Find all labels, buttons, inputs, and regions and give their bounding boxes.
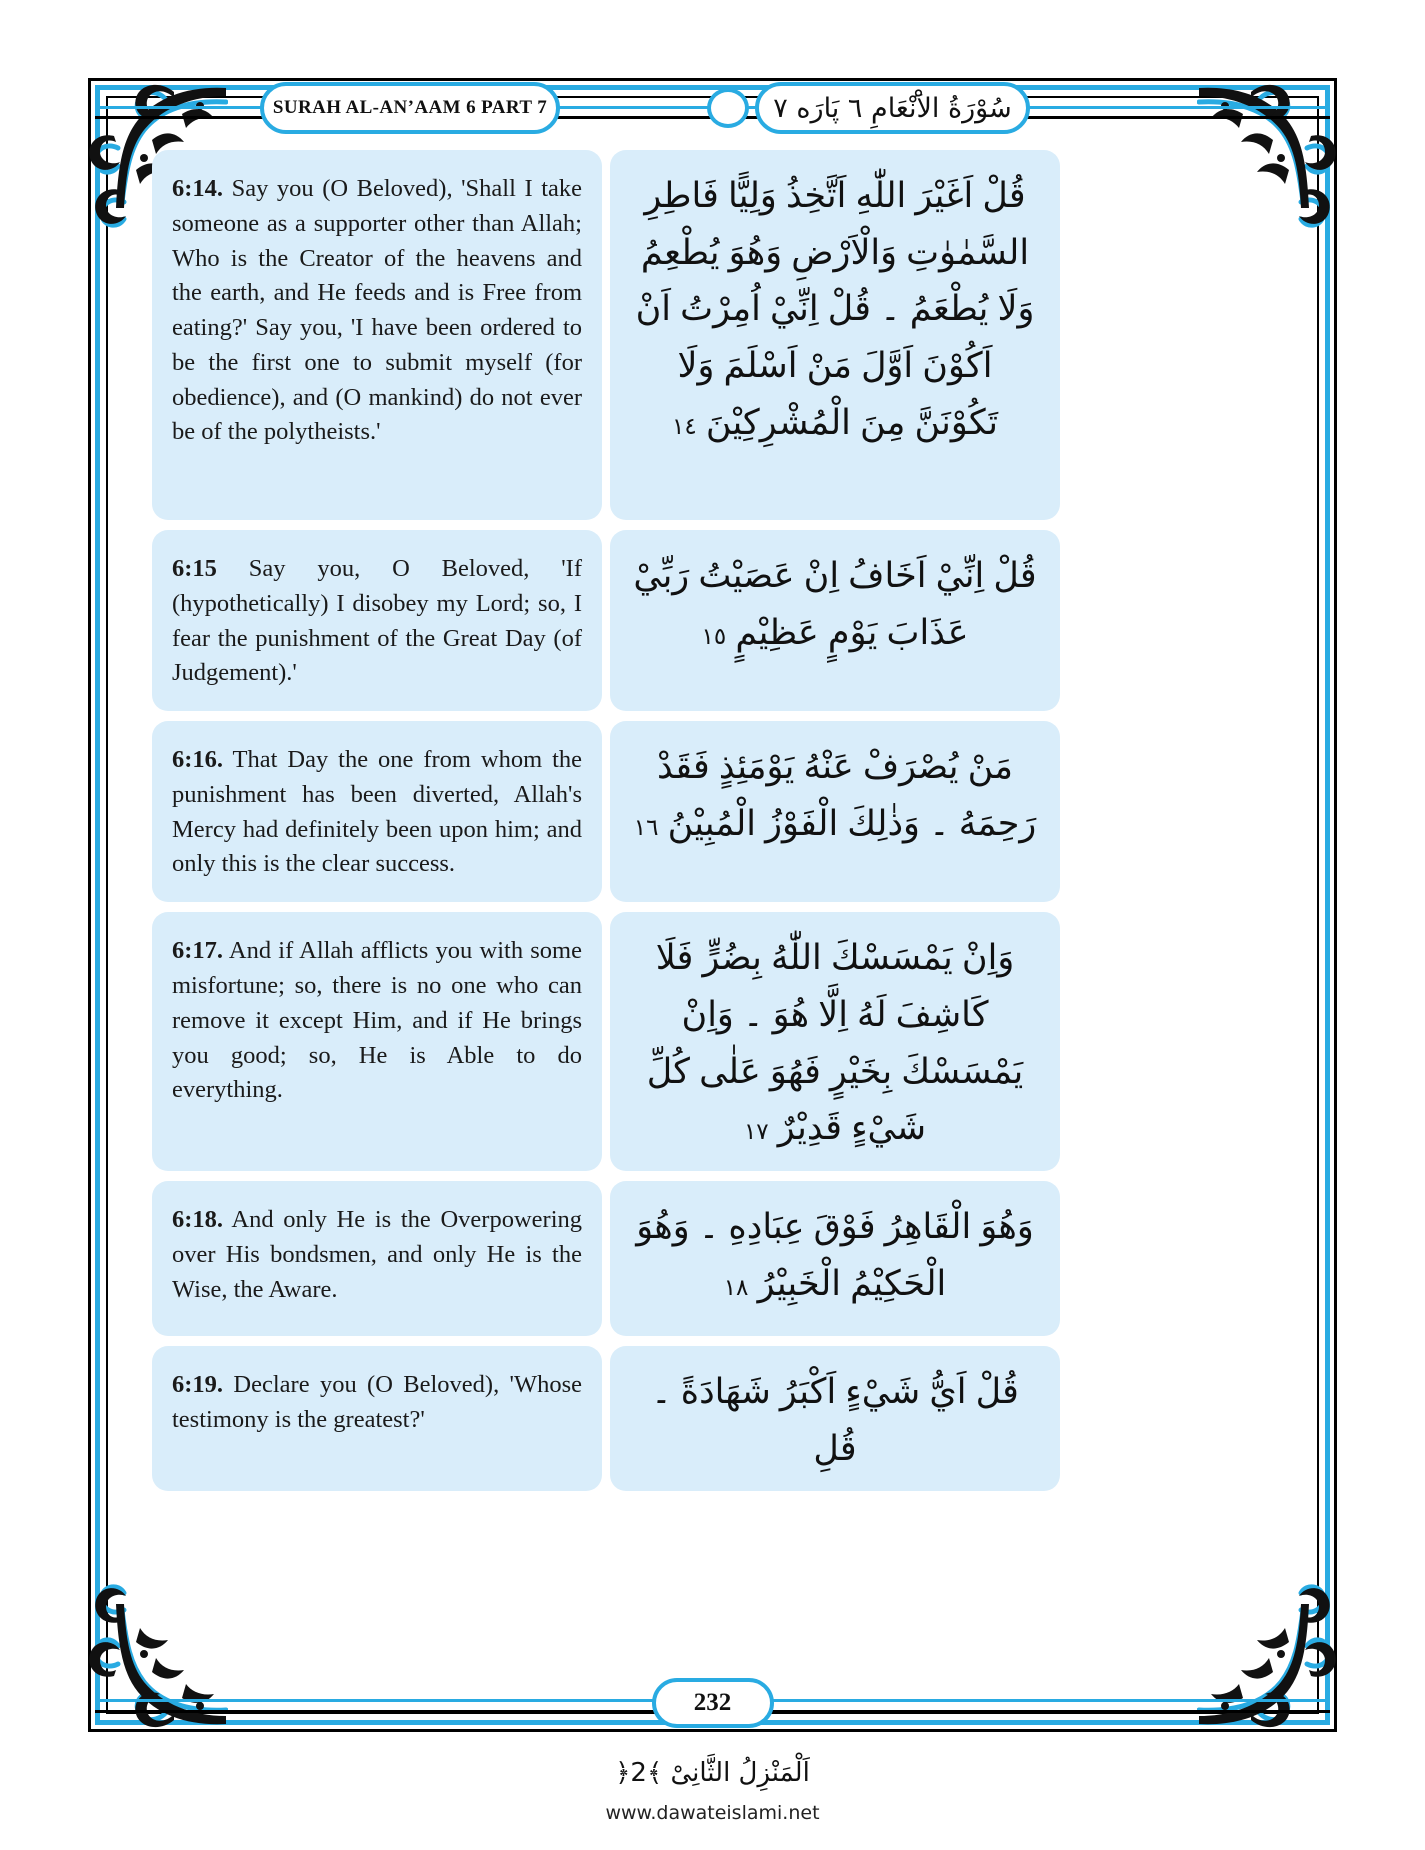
verse-row xyxy=(152,530,1062,711)
surah-title-ar: سُوْرَةُ الاَْنْعَامِ ٦ پَارَه ٧ xyxy=(773,92,1012,124)
verse-arabic-cell xyxy=(610,1181,1060,1336)
website-url: www.dawateislami.net xyxy=(605,1802,820,1824)
verse-arabic: قُلْ اَغَيْرَ اللّٰهِ اَتَّخِذُ وَلِيًّا فَاطِرِ السَّمٰوٰتِ وَالْاَرْضِ وَهُوَ يُطْعِمُ وَلَا يُطْعَمُ ۔ قُلْ اِنِّيْ اُمِرْتُ اَنْ اَكُوْنَ اَوَّلَ مَنْ اَسْلَمَ وَلَا تَكُوْنَنَّ مِنَ الْمُشْرِكِيْنَ xyxy=(635,176,1035,443)
verse-ref: 6:18. xyxy=(172,1206,224,1233)
surah-title-en: SURAH AL-AN’AAM 6 PART 7 xyxy=(272,97,548,118)
verse-arabic-cell xyxy=(610,912,1060,1171)
verse-translation-cell xyxy=(152,1346,602,1491)
verse-arabic-cell xyxy=(610,150,1060,520)
verse-translation: Say you, O Beloved, 'If (hypothetically) I disobey my Lord; so, I fear the punishment of the Great Day (of Judgement).' xyxy=(172,555,583,687)
verse-translation: Declare you (O Beloved), 'Whose testimony is the greatest?' xyxy=(172,1371,583,1433)
surah-title-en-pill xyxy=(260,82,560,134)
verse-translation: Say you (O Beloved), 'Shall I take someone as a supporter other than Allah; Who is the Creator of the heavens and the earth, and He feeds and is Free from eating?' Say you, 'I have been ordered to be the first one to submit myself (for obedience), and (O mankind) do not ever be of the polytheists.' xyxy=(172,175,582,446)
verse-arabic-cell xyxy=(610,721,1060,902)
header-knob-ornament-icon xyxy=(707,88,749,128)
page-footer xyxy=(95,1678,1330,1728)
verse-translation-cell xyxy=(152,150,602,520)
verse-ref: 6:14. xyxy=(172,175,224,202)
verse-translation-cell xyxy=(152,721,602,902)
verse-arabic: قُلْ اَيُّ شَيْءٍ اَكْبَرُ شَهَادَةً ۔ قُلِ xyxy=(651,1372,1019,1469)
verse-translation: And only He is the Overpowering over His bondsmen, and only He is the Wise, the Aware. xyxy=(172,1206,582,1303)
verse-arabic: وَاِنْ يَمْسَسْكَ اللّٰهُ بِضُرٍّ فَلَا كَاشِفَ لَهُ اِلَّا هُوَ ۔ وَاِنْ يَمْسَسْكَ بِخَيْرٍ فَهُوَ عَلٰى كُلِّ شَيْءٍ قَدِيْرٌ xyxy=(646,938,1024,1149)
ayah-number-marker: ١٧ xyxy=(743,1119,769,1146)
ayah-number-marker: ١٤ xyxy=(671,413,697,440)
verse-ref: 6:19. xyxy=(172,1371,224,1398)
verse-row xyxy=(152,1346,1062,1491)
ayah-number-marker: ١٥ xyxy=(701,623,727,650)
verse-arabic-cell xyxy=(610,530,1060,711)
verse-arabic: مَنْ يُصْرَفْ عَنْهُ يَوْمَئِذٍ فَقَدْ رَحِمَهُ ۔ وَذٰلِكَ الْفَوْزُ الْمُبِيْنُ xyxy=(656,747,1037,844)
verse-row xyxy=(152,721,1062,902)
page-header xyxy=(95,82,1330,134)
verse-translation-cell xyxy=(152,1181,602,1336)
ayah-number-marker: ١٨ xyxy=(723,1274,749,1301)
verse-translation-cell xyxy=(152,530,602,711)
ayah-number-marker: ١٦ xyxy=(633,814,659,841)
verse-list xyxy=(152,150,1062,1501)
manzil-label: اَلْمَنْزِلُ الثَّانِیْ ﴾2﴿ xyxy=(615,1758,810,1788)
page-number-pill xyxy=(652,1678,774,1728)
verse-arabic: وَهُوَ الْقَاهِرُ فَوْقَ عِبَادِهِ ۔ وَهُوَ الْحَكِيْمُ الْخَبِيْرُ xyxy=(636,1207,1034,1304)
verse-ref: 6:15 xyxy=(172,555,217,582)
verse-translation-cell xyxy=(152,912,602,1171)
page-number: 232 xyxy=(693,1689,732,1716)
verse-row xyxy=(152,1181,1062,1336)
verse-arabic-cell xyxy=(610,1346,1060,1491)
surah-title-ar-pill xyxy=(755,82,1030,134)
verse-translation: That Day the one from whom the punishment has been diverted, Allah's Mercy had definitely been upon him; and only this is the clear success. xyxy=(172,746,582,878)
verse-row xyxy=(152,150,1062,520)
verse-ref: 6:16. xyxy=(172,746,224,774)
verse-arabic: قُلْ اِنِّيْ اَخَافُ اِنْ عَصَيْتُ رَبِّيْ عَذَابَ يَوْمٍ عَظِيْمٍ xyxy=(633,556,1037,653)
verse-row xyxy=(152,912,1062,1171)
verse-ref: 6:17. xyxy=(172,937,224,965)
verse-translation: And if Allah afflicts you with some misfortune; so, there is no one who can remove it except Him, and if He brings you good; so, He is Able to do everything. xyxy=(172,937,582,1104)
